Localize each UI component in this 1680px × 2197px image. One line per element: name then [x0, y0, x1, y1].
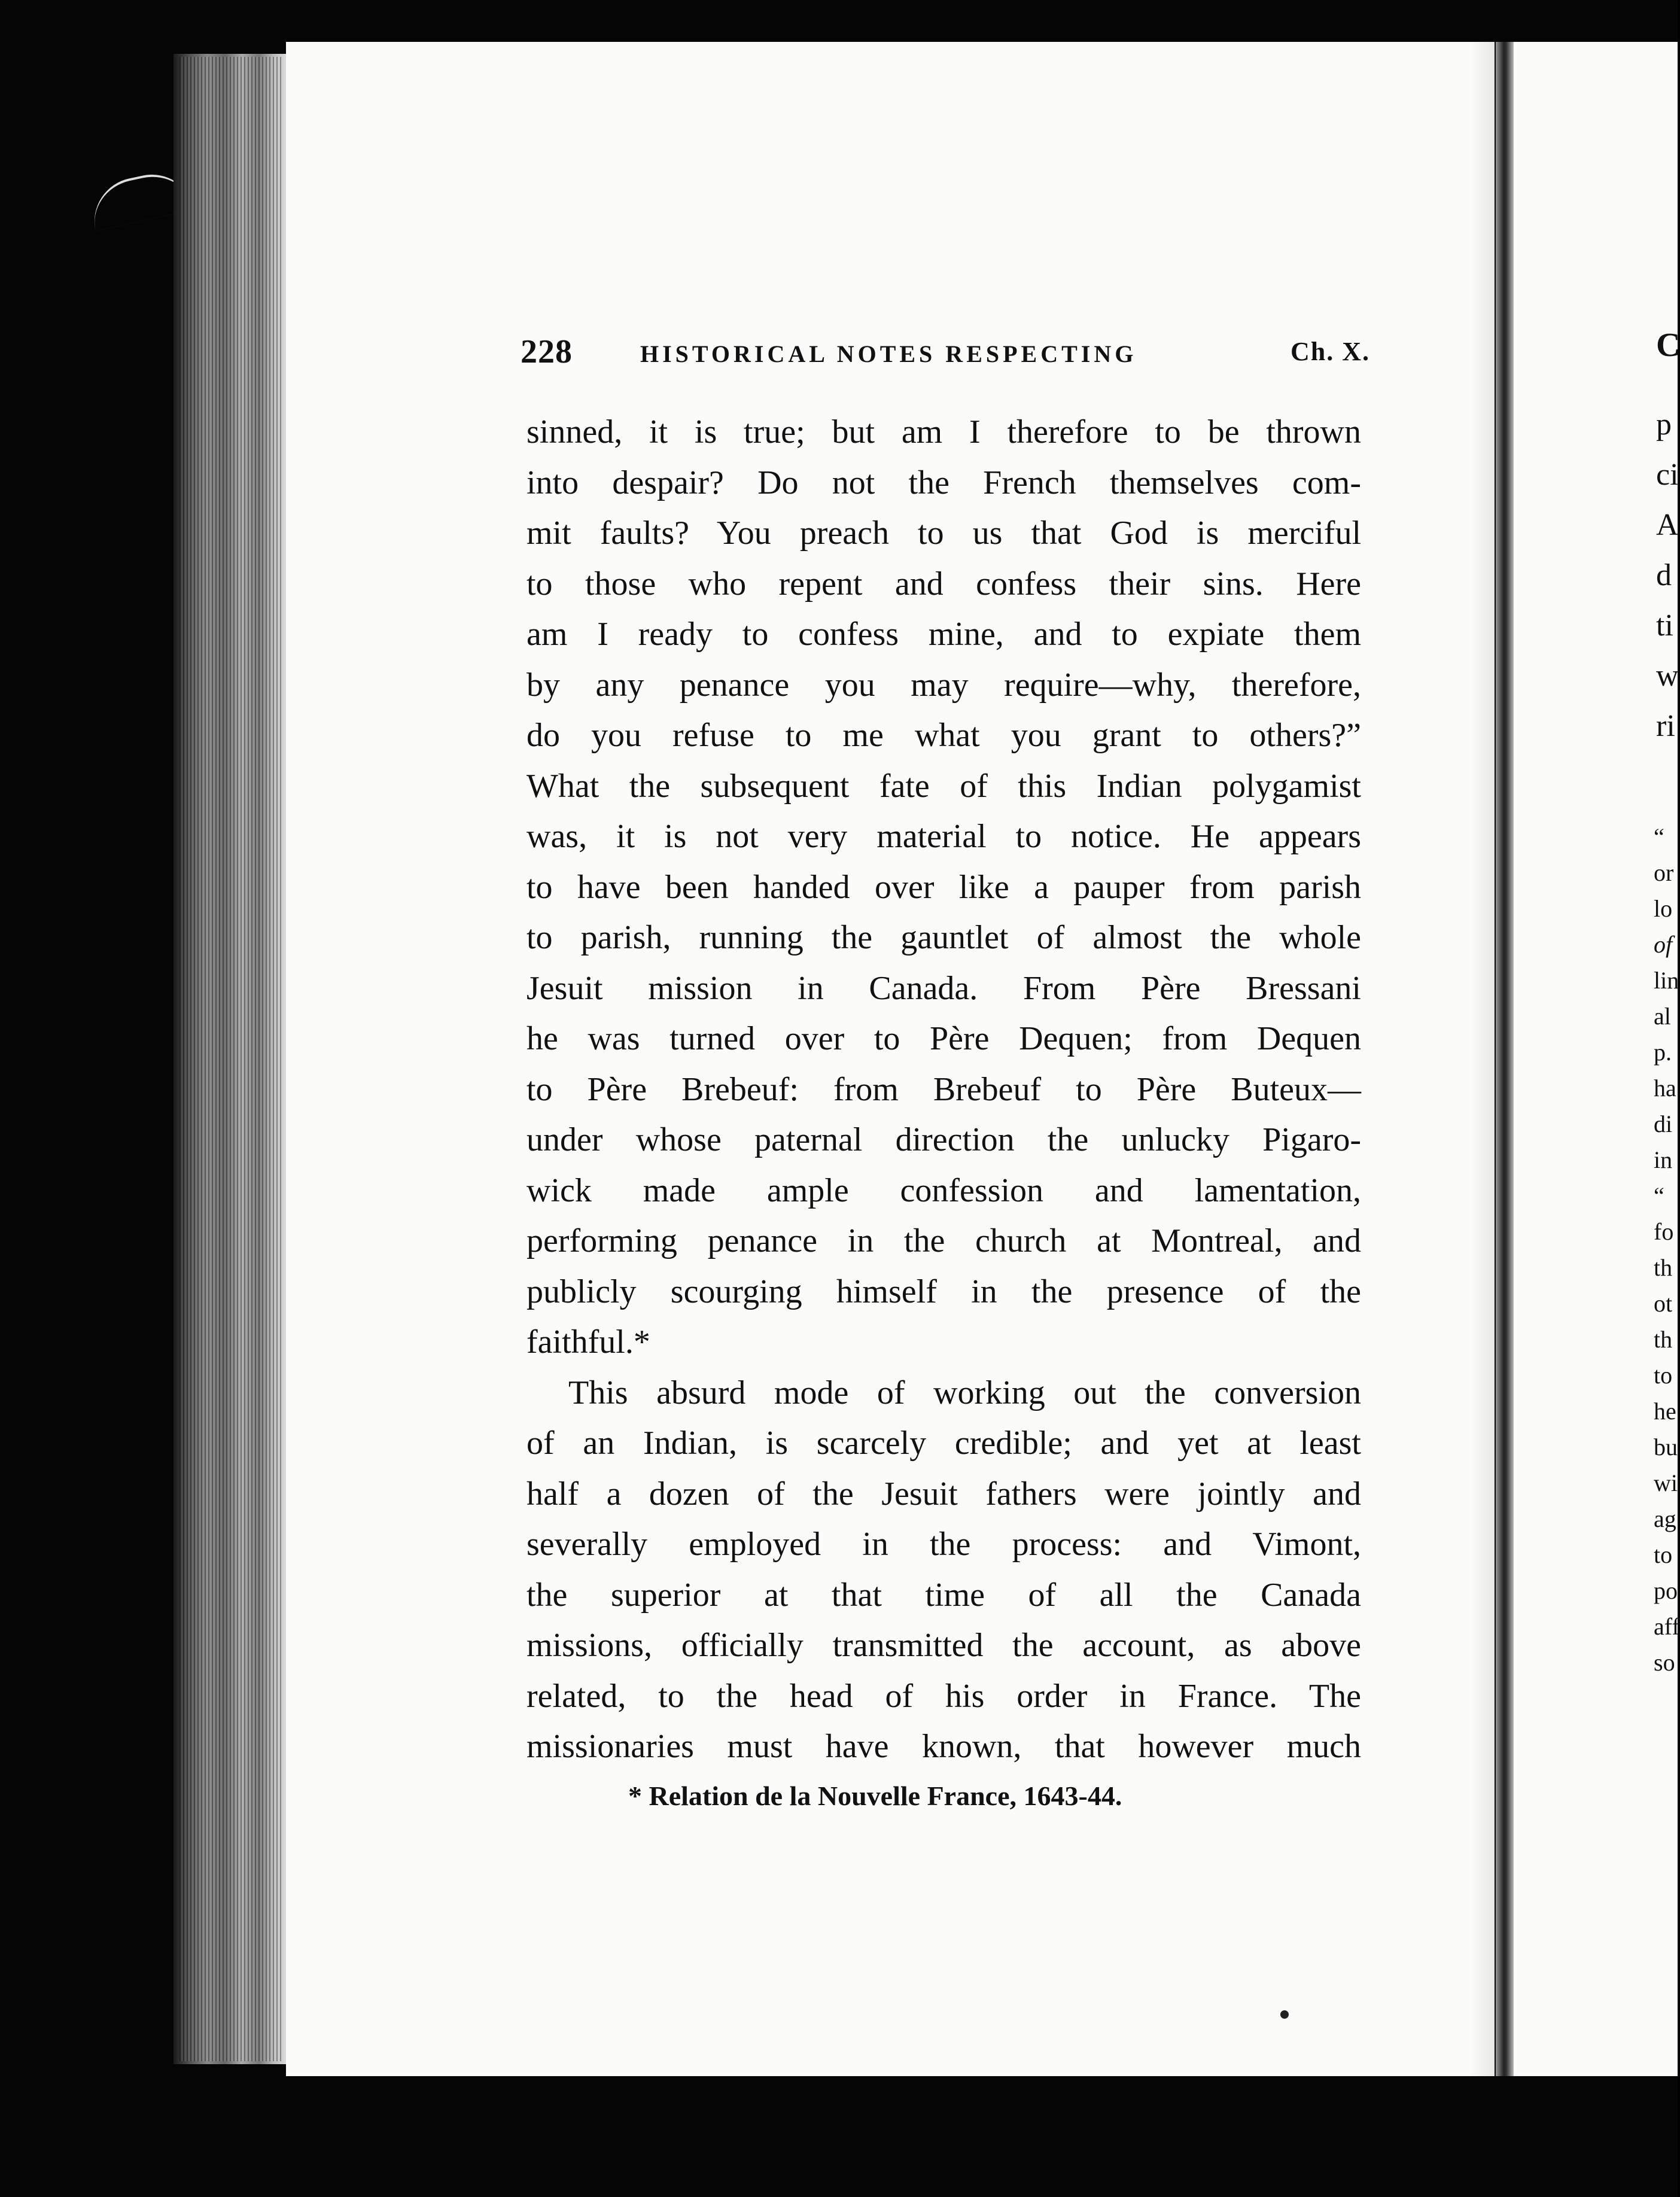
text-line: to Père Brebeuf: from Brebeuf to Père Buteux—: [526, 1070, 1361, 1108]
text-line: am I ready to confess mine, and to expiate them: [526, 616, 1361, 653]
text-line: What the subsequent fate of this Indian polygamist: [526, 767, 1361, 805]
facing-page-small-line: or: [1654, 859, 1674, 886]
facing-page-small-line: ag: [1654, 1505, 1676, 1532]
chapter-mark: Ch. X.: [1290, 337, 1370, 366]
page-number: 228: [521, 333, 573, 370]
facing-page-small-line: bu: [1654, 1434, 1678, 1460]
text-line: performing penance in the church at Montreal, and: [526, 1222, 1361, 1259]
text-line: wick made ample confession and lamentation,: [526, 1171, 1361, 1209]
text-line: missionaries must have known, that however much: [526, 1728, 1361, 1765]
text-line: the superior at that time of all the Canada: [526, 1576, 1361, 1614]
facing-page-small-line: di: [1654, 1110, 1673, 1137]
text-line: missions, officially transmitted the account, as above: [526, 1627, 1361, 1664]
text-line: Jesuit mission in Canada. From Père Bressani: [526, 969, 1361, 1007]
text-line: half a dozen of the Jesuit fathers were jointly and: [526, 1475, 1361, 1513]
text-line: related, to the head of his order in France. The: [526, 1677, 1361, 1715]
facing-page-small-line: to: [1654, 1541, 1673, 1568]
text-line: by any penance you may require—why, therefore,: [526, 666, 1361, 704]
facing-page-small-line: p.: [1654, 1039, 1672, 1066]
facing-page-head: C: [1656, 327, 1680, 364]
facing-page-small-line: ot: [1654, 1290, 1673, 1317]
text-line: do you refuse to me what you grant to others?”: [526, 717, 1361, 754]
facing-page-small-line: th: [1654, 1326, 1673, 1353]
facing-page-small-line: fo: [1654, 1218, 1674, 1245]
text-line: to those who repent and confess their sins. Here: [526, 565, 1361, 602]
footnote: * Relation de la Nouvelle France, 1643-44.: [628, 1781, 1122, 1811]
text-line: severally employed in the process: and Vimont,: [526, 1526, 1361, 1563]
running-head-title: HISTORICAL NOTES RESPECTING: [640, 340, 1137, 367]
facing-page-line: p: [1656, 407, 1672, 442]
body-text: [526, 407, 1361, 1772]
book-gutter: [1496, 42, 1514, 2076]
text-line: was, it is not very material to notice. He appears: [526, 818, 1361, 855]
facing-page-small-line: al: [1654, 1003, 1671, 1030]
ink-speck: [1280, 2010, 1289, 2019]
facing-page-small-line: “: [1654, 823, 1664, 850]
text-line: mit faults? You preach to us that God is merciful: [526, 515, 1361, 552]
text-line: sinned, it is true; but am I therefore to be thrown: [526, 413, 1361, 451]
facing-page-line: ri: [1656, 709, 1675, 743]
book-edge-texture: [179, 57, 281, 2061]
facing-page-line: ti: [1656, 608, 1673, 643]
gutter-shadow: [1471, 42, 1495, 2076]
text-line: under whose paternal direction the unlucky Pigaro-: [526, 1121, 1361, 1158]
facing-page-small-line: in: [1654, 1146, 1673, 1173]
text-line: publicly scourging himself in the presence of the: [526, 1273, 1361, 1310]
facing-page-small-line: ha: [1654, 1075, 1676, 1101]
text-line: he was turned over to Père Dequen; from Dequen: [526, 1020, 1361, 1057]
text-line: to have been handed over like a pauper from parish: [526, 868, 1361, 906]
facing-page-small-line: lo: [1654, 895, 1673, 922]
facing-page-small-line: to: [1654, 1362, 1673, 1389]
facing-page-line: d: [1656, 558, 1672, 592]
facing-page-small-line: lin: [1654, 967, 1679, 994]
facing-page-line: A: [1656, 508, 1679, 542]
text-line: to parish, running the gauntlet of almost the whole: [526, 919, 1361, 956]
facing-page-line: ci: [1656, 458, 1679, 492]
facing-page-small-line: wi: [1654, 1469, 1678, 1496]
facing-page-small-line: he: [1654, 1398, 1676, 1425]
text-line: faithful.*: [526, 1323, 650, 1361]
facing-page-small-line: po: [1654, 1577, 1678, 1604]
running-head: [521, 333, 1370, 381]
facing-page-small-line: th: [1654, 1254, 1673, 1281]
text-line: This absurd mode of working out the conversion: [568, 1374, 1361, 1411]
facing-page-small-line: so: [1654, 1649, 1675, 1676]
facing-page-small-line: “: [1654, 1182, 1664, 1209]
facing-page-line: w: [1656, 659, 1679, 693]
facing-page-small-line: of: [1654, 931, 1673, 958]
text-line: into despair? Do not the French themselves com-: [526, 464, 1361, 501]
facing-page-small-line: aff: [1654, 1613, 1680, 1640]
text-line: of an Indian, is scarcely credible; and yet at least: [526, 1425, 1361, 1462]
right-page: [1514, 42, 1678, 2076]
